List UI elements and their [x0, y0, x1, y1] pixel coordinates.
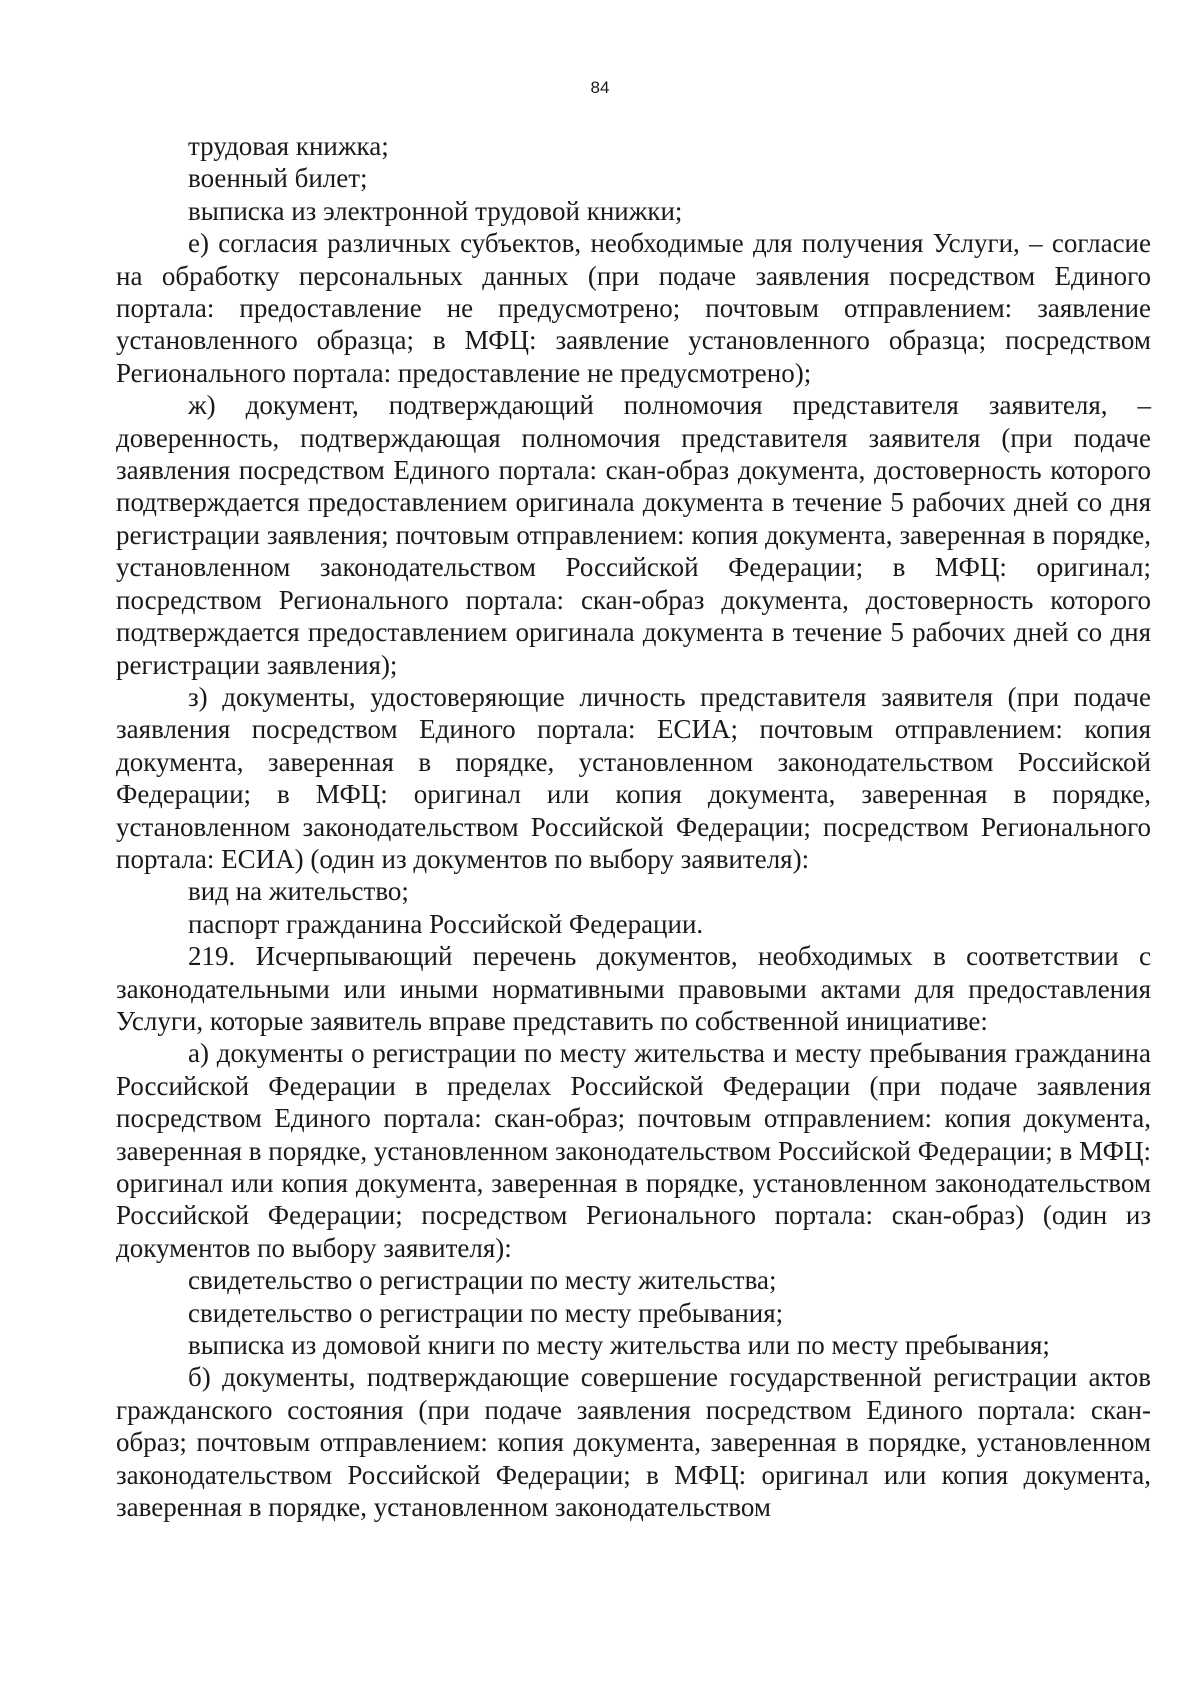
paragraph: выписка из электронной трудовой книжки;: [188, 195, 683, 226]
page-number: 84: [590, 78, 610, 97]
paragraph: ж) документ, подтверждающий полномочия представителя заявителя, – доверенность, подтверждающая полномочия представителя заявителя (при подаче заявления посредством Единого портала: скан-образ документа, достоверность которого подтверждается предоставлением оригинала документа в течение 5 рабочих дней со дня регистрации заявления; почтовым отправлением: копия документа, заверенная в порядке, установленном законодательством Российской Федерации; в МФЦ: оригинал; посредством Регионального портала: скан-образ документа, достоверность которого подтверждается предоставлением оригинала документа в течение 5 рабочих дней со дня регистрации заявления);: [116, 390, 1151, 680]
body-text: [116, 130, 1151, 1523]
paragraph: 219. Исчерпывающий перечень документов, необходимых в соответствии с законодательными или иными нормативными правовыми актами для предоставления Услуги, которые заявитель вправе представить по собственной инициативе:: [116, 941, 1151, 1036]
paragraph: вид на жительство;: [188, 876, 409, 907]
paragraph: военный билет;: [188, 163, 368, 194]
paragraph: з) документы, удостоверяющие личность представителя заявителя (при подаче заявления посредством Единого портала: ЕСИА; почтовым отправлением: копия документа, заверенная в порядке, установленном законодательством Российской Федерации; в МФЦ: оригинал или копия документа, заверенная в порядке, установленном законодательством Российской Федерации; посредством Регионального портала: ЕСИА) (один из документов по выбору заявителя):: [116, 681, 1151, 874]
paragraph: трудовая книжка;: [188, 131, 389, 161]
paragraph: паспорт гражданина Российской Федерации.: [188, 908, 704, 939]
paragraph: е) согласия различных субъектов, необходимые для получения Услуги, – согласие на обработку персональных данных (при подаче заявления посредством Единого портала: предоставление не предусмотрено; почтовым отправлением: заявление установленного образца; в МФЦ: заявление установленного образца; посредством Регионального портала: предоставление не предусмотрено);: [116, 228, 1151, 388]
paragraph: свидетельство о регистрации по месту жительства;: [188, 1265, 777, 1296]
paragraph: выписка из домовой книги по месту жительства или по месту пребывания;: [188, 1330, 1050, 1361]
paragraph: а) документы о регистрации по месту жительства и месту пребывания гражданина Российской Федерации в пределах Российской Федерации (при подаче заявления посредством Единого портала: скан-образ; почтовым отправлением: копия документа, заверенная в порядке, установленном законодательством Российской Федерации; в МФЦ: оригинал или копия документа, заверенная в порядке, установленном законодательством Российской Федерации; посредством Регионального портала: скан-образ) (один из документов по выбору заявителя):: [116, 1038, 1151, 1263]
paragraph: свидетельство о регистрации по месту пребывания;: [188, 1297, 784, 1328]
paragraph: б) документы, подтверждающие совершение государственной регистрации актов гражданского состояния (при подаче заявления посредством Единого портала: скан-образ; почтовым отправлением: копия документа, заверенная в порядке, установленном законодательством Российской Федерации; в МФЦ: оригинал или копия документа, заверенная в порядке, установленном законодательством: [116, 1362, 1151, 1523]
